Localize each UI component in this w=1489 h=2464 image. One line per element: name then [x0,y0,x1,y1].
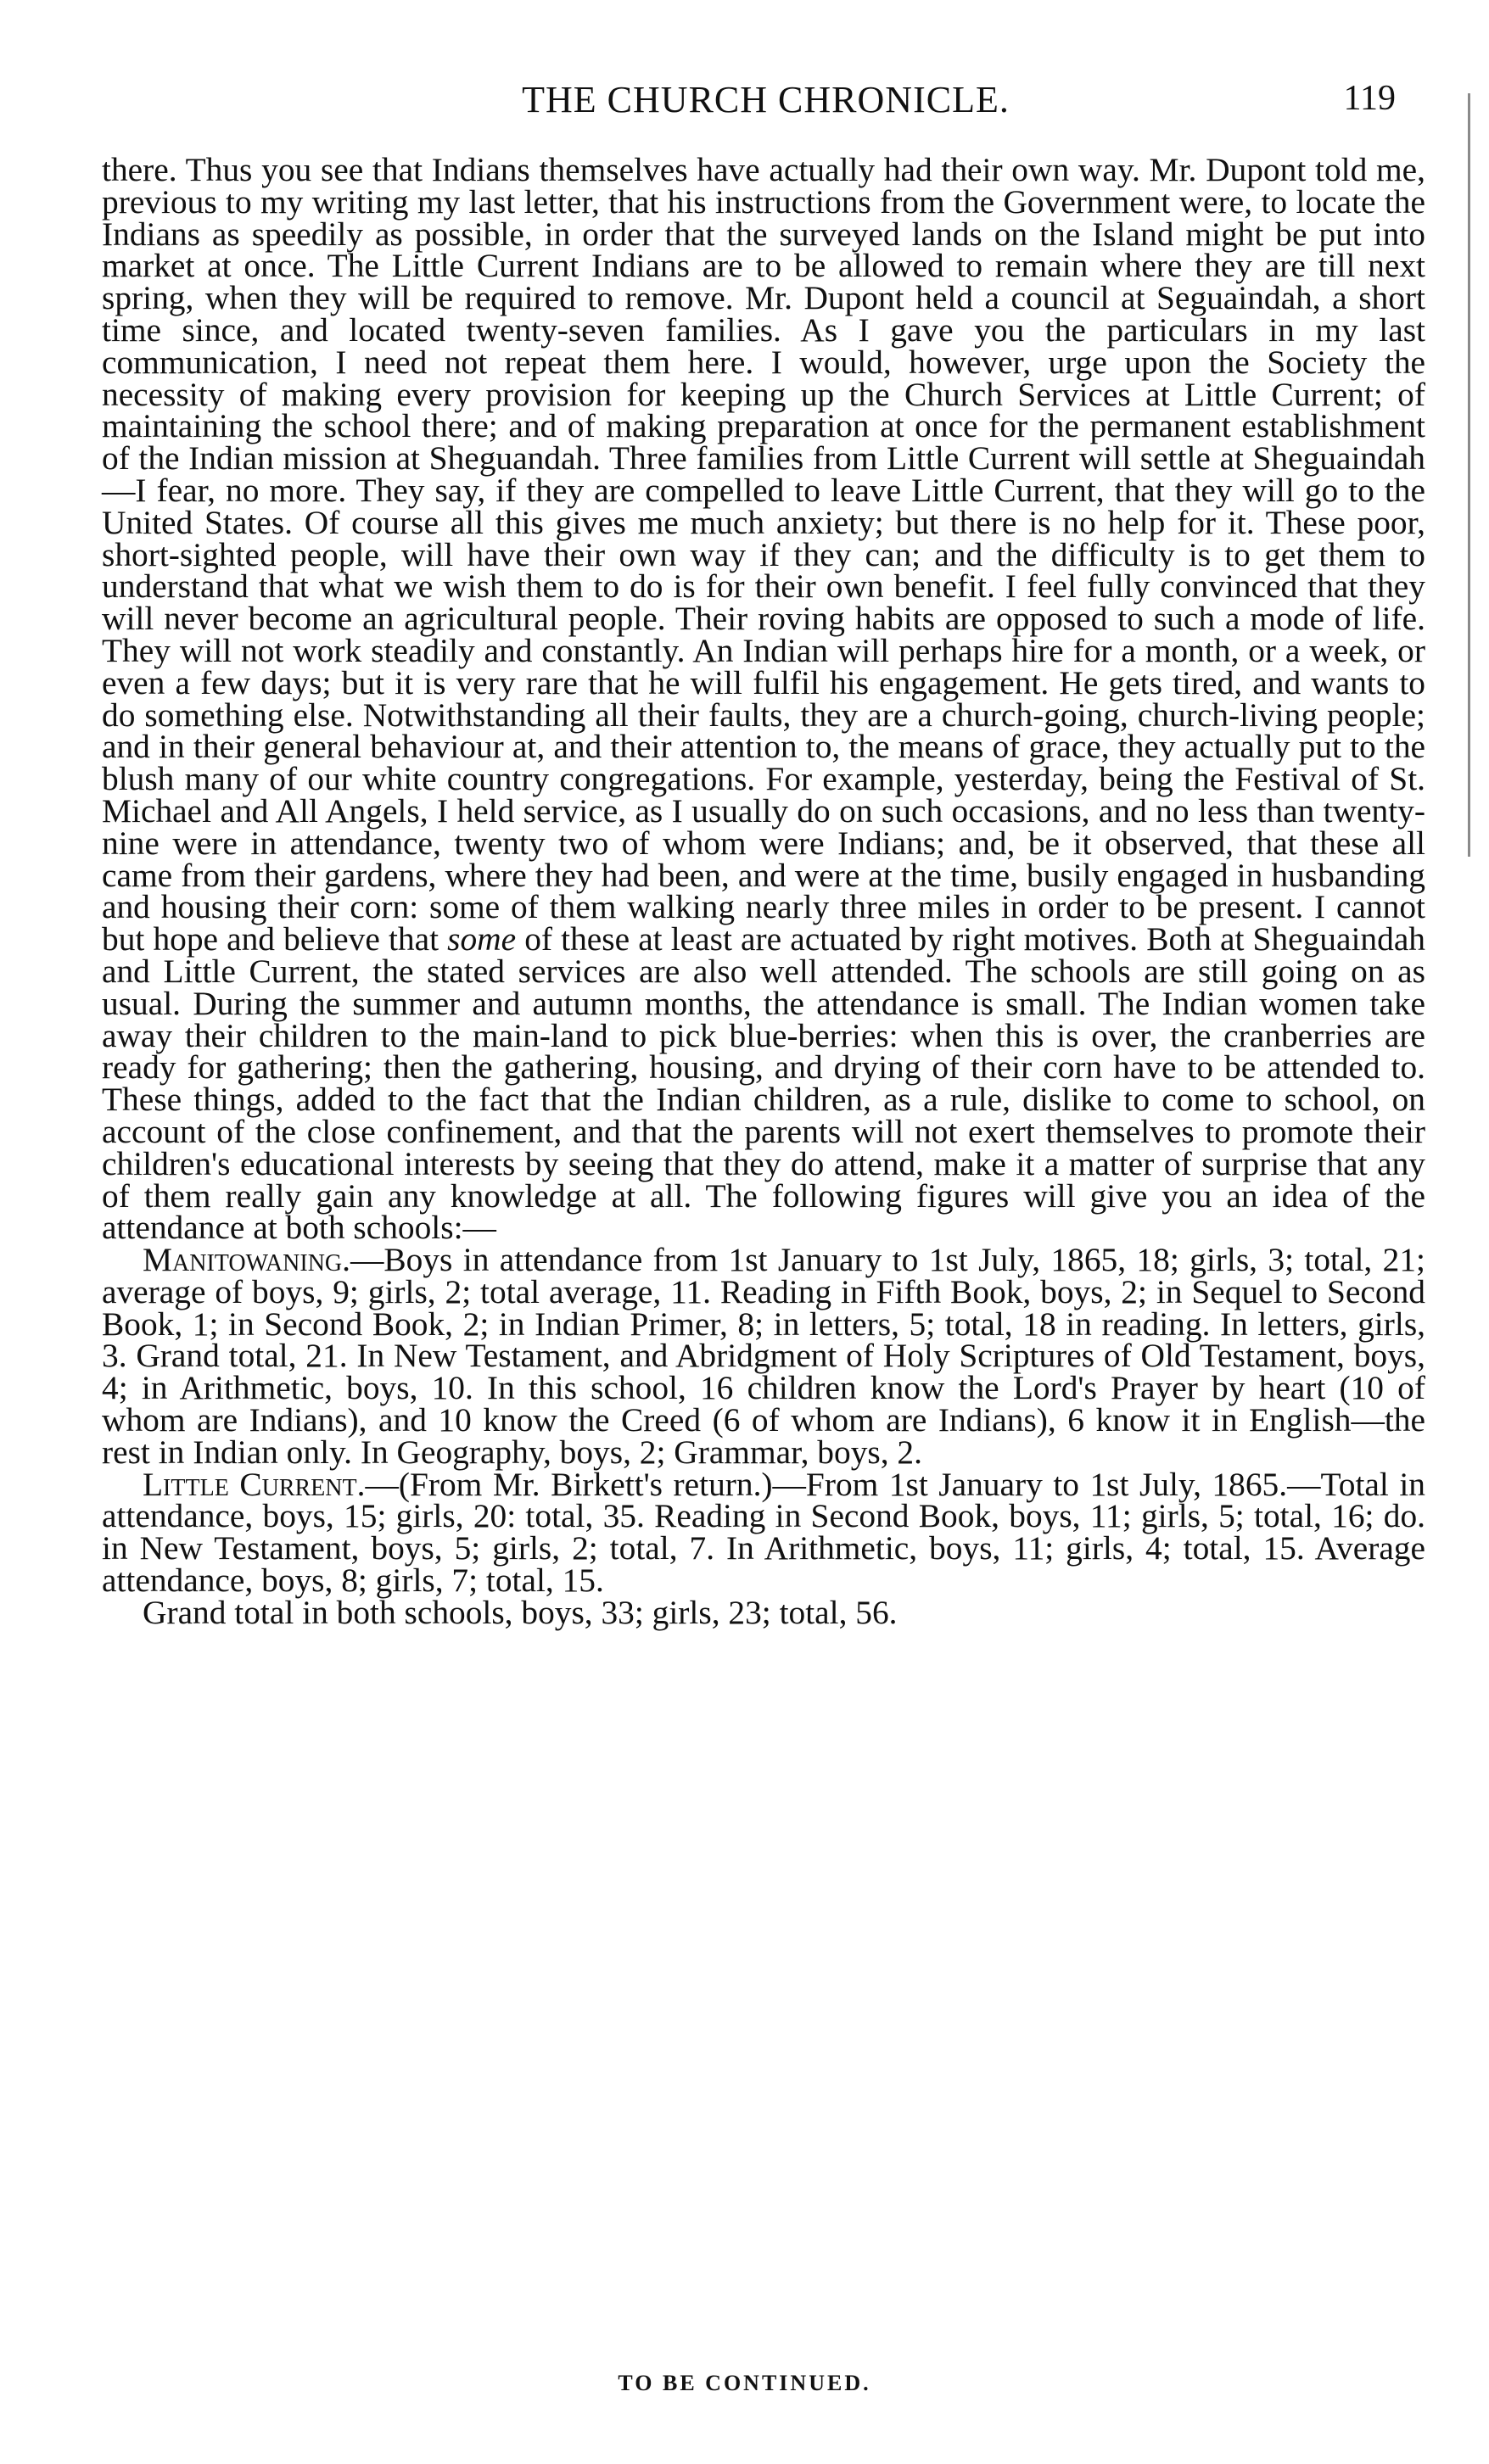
running-title: THE CHURCH CHRONICLE. [522,79,1010,120]
manitowaning-text: —Boys in attendance from 1st January to 1st July, 1865, 18; girls, 3; total, 21; average of boys, 9; girls, 2; total average, 11. Reading in Fifth Book, boys, 2; in Sequel to Second Book, 1; in Second Book, 2; in Indian Primer, 8; in letters, 5; total, 18 in reading. In letters, girls, 3. Grand total, 21. In New Testament, and Abridgment of Holy Scriptures of Old Testament, boys, 4; in Arithmetic, boys, 10. In this school, 16 children know the Lord's Prayer by heart (10 of whom are Indians), and 10 know the Creed (6 of whom are Indians), 6 know it in English—the rest in Indian only. In Geography, boys, 2; Grammar, boys, 2. [102,1241,1425,1471]
article-body [102,151,1425,1631]
page-edge-rule [1468,93,1470,857]
little-current-paragraph [102,1465,1425,1600]
grand-total-paragraph: Grand total in both schools, boys, 33; girls, 23; total, 56. [143,1593,898,1631]
page-header [102,78,1430,129]
section-heading-little-current: Little Current. [143,1465,366,1503]
continued-note: TO BE CONTINUED. [618,2371,871,2395]
section-heading-manitowaning: Manitowaning. [143,1241,350,1279]
manitowaning-paragraph [102,1241,1425,1471]
page-number: 119 [1343,79,1396,118]
paragraph-text-continued: of these at least are actuated by right motives. Both at Sheguaindah and Little Current, the stated services are also well attended. The schools are still going on as usual. During the summer and autumn months, the attendance is small. The Indian women take away their children to the main-land to pick blue-berries: when this is over, the cranberries are ready for gathering; then the gathering, housing, and drying of their corn have to be attended to. These things, added to the fact that the Indian children, as a rule, dislike to come to school, on account of the close confinement, and that the parents will not exert themselves to promote their children's educational interests by seeing that they do attend, make it a matter of surprise that any of them really gain any knowledge at all. The following figures will give you an idea of the attendance at both schools:— [102,920,1425,1247]
emphasis-text: some [447,920,517,958]
little-current-text: —(From Mr. Birkett's return.)—From 1st January to 1st July, 1865.—Total in attendance, boys, 15; girls, 20: total, 35. Reading in Second Book, boys, 11; girls, 5; total, 16; do. in New Testament, boys, 5; girls, 2; total, 7. In Arithmetic, boys, 11; girls, 4; total, 15. Average attendance, boys, 8; girls, 7; total, 15. [102,1465,1425,1600]
article-paragraph [102,151,1425,1247]
paragraph-text: there. Thus you see that Indians themselves have actually had their own way. Mr. Dupont told me, previous to my writing my last letter, that his instructions from the Government were, to locate the Indians as speedily as possible, in order that the surveyed lands on the Island might be put into market at once. The Little Current Indians are to be allowed to remain where they are till next spring, when they will be required to remove. Mr. Dupont held a council at Seguaindah, a short time since, and located twenty-seven families. As I gave you the particulars in my last communication, I need not repeat them here. I would, however, urge upon the Society the necessity of making every provision for keeping up the Church Services at Little Current; of maintaining the school there; and of making preparation at once for the permanent establishment of the Indian mission at Sheguandah. Three families from Little Current will settle at Sheguaindah—I fear, no more. They say, if they are compelled to leave Little Current, that they will go to the United States. Of course all this gives me much anxiety; but there is no help for it. These poor, short-sighted people, will have their own way if they can; and the difficulty is to get them to understand that what we wish them to do is for their own benefit. I feel fully convinced that they will never become an agricultural people. Their roving habits are opposed to such a mode of life. They will not work steadily and constantly. An Indian will perhaps hire for a month, or a week, or even a few days; but it is very rare that he will fulfil his engagement. He gets tired, and wants to do something else. Notwithstanding all their faults, they are a church-going, church-living people; and in their general behaviour at, and their attention to, the means of grace, they actually put to the blush many of our white country congregations. For example, yesterday, being the Festival of St. Michael and All Angels, I held service, as I usually do on such occasions, and no less than twenty-nine were in attendance, twenty two of whom were Indians; and, be it observed, that these all came from their gardens, where they had been, and were at the time, busily engaged in husbanding and housing their corn: some of them walking nearly three miles in order to be present. I cannot but hope and believe that [102,151,1425,958]
